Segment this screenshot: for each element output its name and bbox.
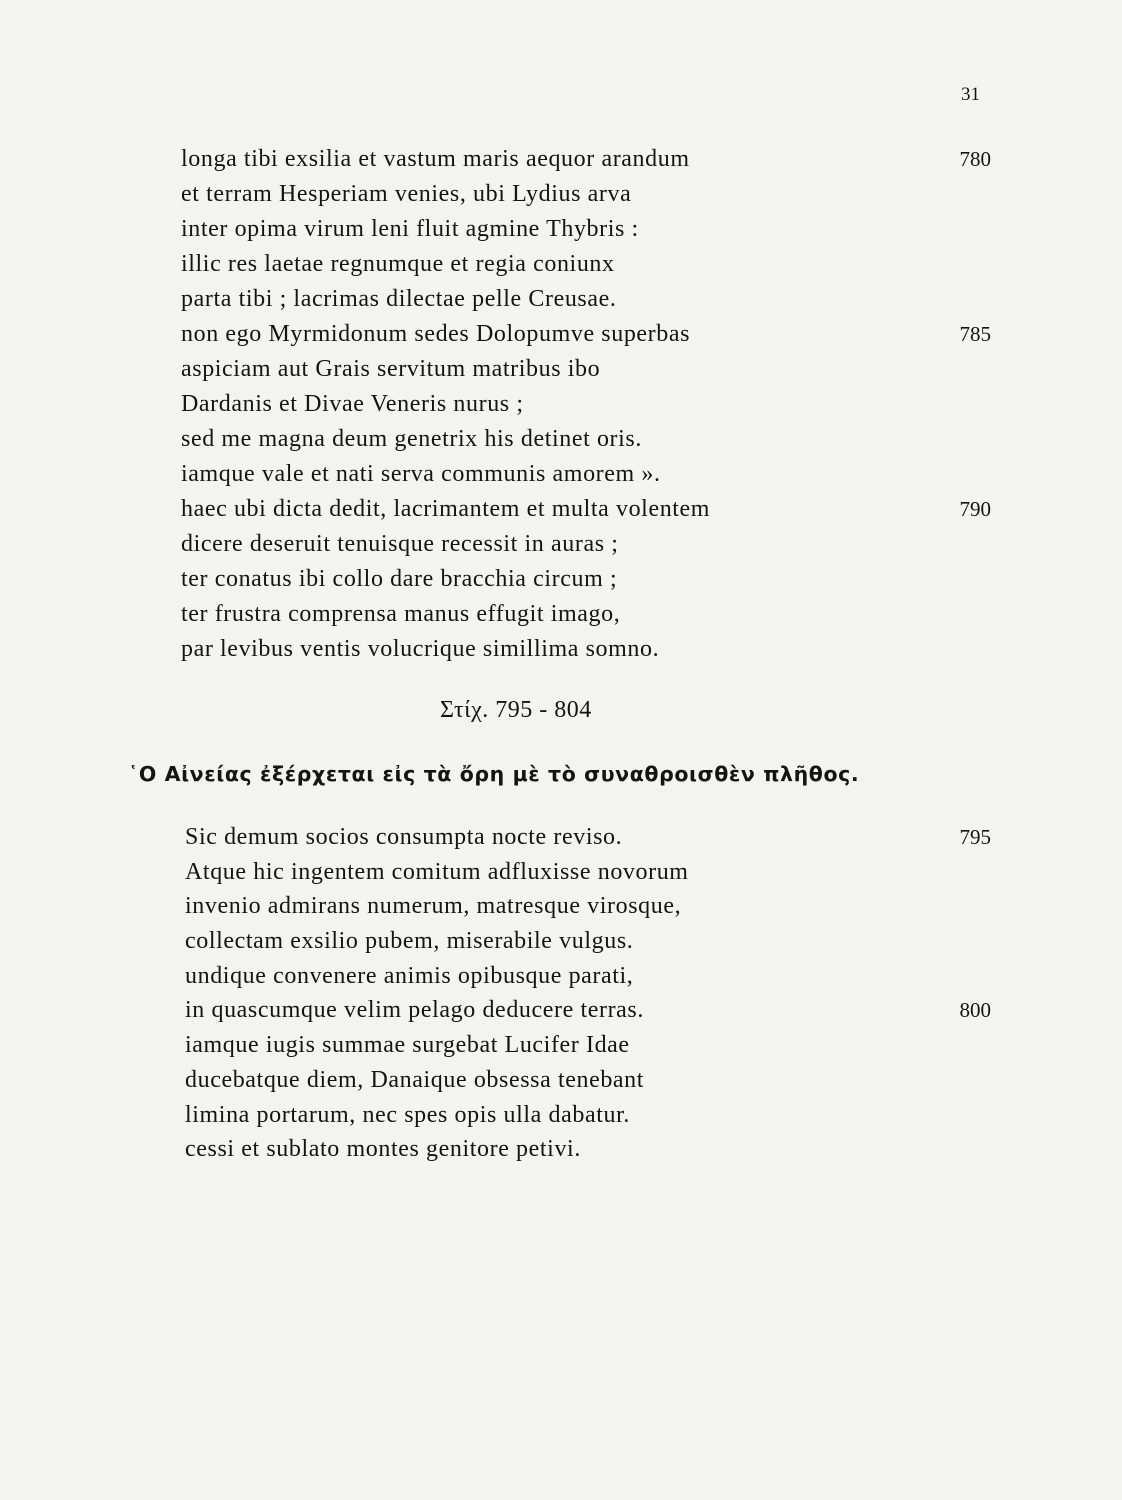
verse-text: limina portarum, nec spes opis ulla dabatur.	[185, 1101, 630, 1128]
verse-text: undique convenere animis opibusque parati,	[185, 962, 634, 989]
line-number: 790	[959, 497, 991, 521]
verse-text: longa tibi exsilia et vastum maris aequor arandum	[181, 146, 690, 172]
verse-line	[181, 142, 993, 177]
verse-line	[185, 820, 993, 855]
verse-text: ducebatque diem, Danaique obsessa tenebant	[185, 1066, 645, 1093]
verse-line	[185, 924, 993, 959]
verse-text: ter conatus ibi collo dare bracchia circum ;	[181, 566, 618, 592]
line-number: 800	[959, 998, 991, 1023]
verse-line	[185, 993, 993, 1028]
verse-text: iamque iugis summae surgebat Lucifer Idae	[185, 1032, 630, 1059]
verse-line	[185, 1098, 993, 1133]
verse-text: Sic demum socios consumpta nocte reviso.	[185, 824, 623, 850]
verse-line	[181, 597, 993, 632]
verse-text: par levibus ventis volucrique simillima somno.	[181, 636, 660, 662]
verse-block-780-794	[181, 142, 993, 667]
verse-line	[181, 562, 993, 597]
verse-line	[181, 177, 993, 212]
verse-text: Atque hic ingentem comitum adfluxisse novorum	[185, 858, 689, 885]
verse-text: ter frustra comprensa manus effugit imago,	[181, 601, 621, 627]
verse-line	[185, 1063, 993, 1098]
page-number: 31	[961, 84, 980, 105]
verse-line	[181, 317, 993, 352]
verse-text: illic res laetae regnumque et regia coniunx	[181, 251, 615, 277]
line-number: 795	[959, 825, 991, 849]
verse-text: aspiciam aut Grais servitum matribus ibo	[181, 356, 601, 382]
line-number: 785	[959, 322, 991, 346]
verse-text: non ego Myrmidonum sedes Dolopumve superbas	[181, 321, 691, 347]
verse-line	[185, 889, 993, 924]
verse-line	[181, 527, 993, 562]
verse-text: cessi et sublato montes genitore petivi.	[185, 1136, 581, 1163]
verse-line	[181, 492, 993, 527]
verse-line	[185, 959, 993, 994]
verse-line	[181, 247, 993, 282]
verse-text: et terram Hesperiam venies, ubi Lydius arva	[181, 181, 632, 207]
verse-line	[181, 282, 993, 317]
verse-text: invenio admirans numerum, matresque virosque,	[185, 893, 682, 920]
verse-text: in quascumque velim pelago deducere terras.	[185, 997, 644, 1024]
verse-line	[181, 212, 993, 247]
verse-text: iamque vale et nati serva communis amorem ».	[181, 461, 661, 487]
verse-line	[185, 1132, 993, 1167]
verse-line	[181, 457, 993, 492]
verse-text: Dardanis et Divae Veneris nurus ;	[181, 391, 524, 417]
verse-line	[181, 387, 993, 422]
verse-text: inter opima virum leni fluit agmine Thybris :	[181, 216, 639, 242]
stich-range-heading: Στίχ. 795 - 804	[440, 697, 592, 723]
verse-block-795-804	[185, 820, 993, 1167]
verse-line	[181, 422, 993, 457]
verse-line	[185, 1028, 993, 1063]
verse-text: collectam exsilio pubem, miserabile vulgus.	[185, 928, 634, 955]
verse-text: haec ubi dicta dedit, lacrimantem et multa volentem	[181, 496, 711, 522]
verse-line	[181, 632, 993, 667]
verse-text: dicere deseruit tenuisque recessit in auras ;	[181, 531, 619, 557]
verse-line	[181, 352, 993, 387]
section-title: ῾Ο Αἰνείας ἐξέρχεται εἰς τὰ ὄρη μὲ τὸ συναθροισθὲν πλῆθος.	[128, 762, 860, 786]
verse-text: parta tibi ; lacrimas dilectae pelle Creusae.	[181, 286, 617, 312]
verse-text: sed me magna deum genetrix his detinet oris.	[181, 426, 642, 452]
line-number: 780	[959, 147, 991, 171]
verse-line	[185, 855, 993, 890]
